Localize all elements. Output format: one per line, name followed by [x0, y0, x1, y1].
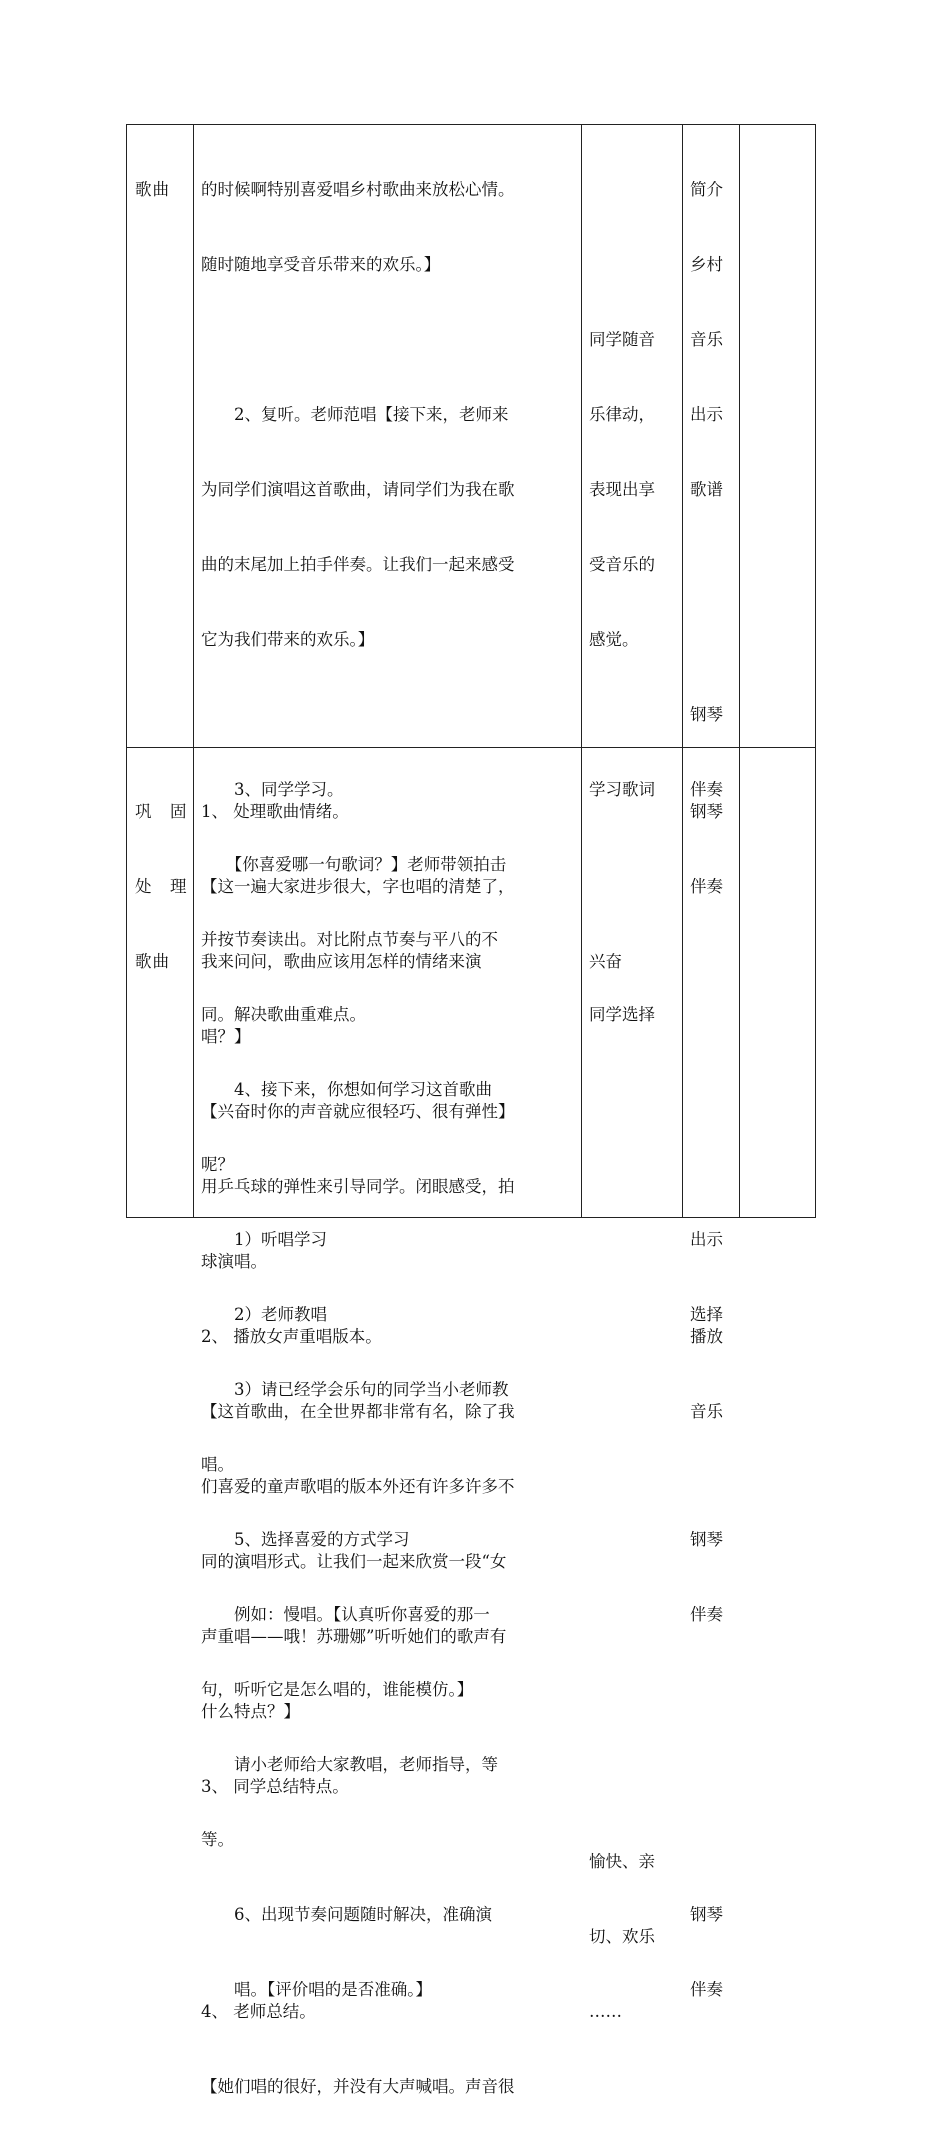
process-line: 并按节奏读出。对比附点节奏与平八的不 — [201, 930, 498, 949]
media-line — [690, 1024, 738, 1049]
media-line: 选择 — [690, 1305, 723, 1324]
student-line — [589, 1774, 675, 1799]
process-line: 唱。【评价唱的是否准确。】 — [201, 1980, 432, 1999]
student-line — [589, 177, 675, 202]
column-divider — [739, 125, 740, 1217]
media-line — [690, 1677, 738, 1702]
student-line — [589, 1549, 675, 1574]
process-line: 1）听唱学习 — [201, 1230, 327, 1249]
process-line: 球演唱。 — [201, 1252, 267, 1271]
student-line — [589, 1474, 675, 1499]
process-line: 什么特点？】 — [201, 1702, 300, 1721]
student-line: 感觉。 — [589, 630, 639, 649]
process-line: 3、同学学习。 — [201, 780, 344, 799]
media-line — [690, 552, 738, 577]
media-line: 伴奏 — [690, 1605, 723, 1624]
student-line — [589, 1324, 675, 1349]
media-line: 伴奏 — [690, 780, 723, 799]
media-line: 音乐 — [690, 1402, 723, 1421]
process-line: 5、选择喜爱的方式学习 — [201, 1530, 410, 1549]
process-line: 为同学们演唱这首歌曲，请同学们为我在歌 — [201, 480, 515, 499]
student-line — [589, 1099, 675, 1124]
student-line — [589, 1024, 675, 1049]
media-line — [690, 1752, 738, 1777]
process-line: 呢？ — [201, 1155, 234, 1174]
process-line: 等。 — [201, 1830, 234, 1849]
media-line: 钢琴 — [690, 802, 723, 821]
student-line — [589, 799, 675, 824]
process-line: 句，听听它是怎么唱的，谁能模仿。】 — [201, 1680, 474, 1699]
process-line: 们喜爱的童声歌唱的版本外还有许多许多不 — [201, 1477, 515, 1496]
process-line — [201, 327, 577, 352]
student-line — [589, 1624, 675, 1649]
process-line: 曲的末尾加上拍手伴奏。让我们一起来感受 — [201, 555, 515, 574]
process-line: 【兴奋时你的声音就应很轻巧、很有弹性】 — [201, 1102, 515, 1121]
media-line — [690, 949, 738, 974]
media-line: 音乐 — [690, 330, 723, 349]
process-line: 同的演唱形式。让我们一起来欣赏一段“女 — [201, 1552, 507, 1571]
process-line: 3、 同学总结特点。 — [201, 1777, 349, 1796]
stage-label: 巩 固 — [135, 802, 188, 821]
process-line: 2、 播放女声重唱版本。 — [201, 1327, 382, 1346]
media-line — [690, 1249, 738, 1274]
stage-label: 歌曲 — [135, 952, 170, 971]
process-line: 【她们唱的很好，并没有大声喊唱。声音很 — [201, 2077, 515, 2096]
media-line: 钢琴 — [690, 705, 723, 724]
media-line: 出示 — [690, 405, 723, 424]
row2-student-cell — [589, 749, 675, 2074]
stage-label: 处 理 — [135, 877, 188, 896]
process-line: 随时随地享受音乐带来的欢乐。】 — [201, 255, 441, 274]
media-line: 出示 — [690, 1230, 723, 1249]
row2-media-cell — [690, 749, 738, 1474]
media-line — [690, 1827, 738, 1852]
student-line — [589, 702, 675, 727]
row2-process-cell — [201, 749, 577, 2149]
student-line: 愉快、亲 — [589, 1852, 655, 1871]
process-line: 2、复听。老师范唱【接下来，老师来 — [201, 405, 509, 424]
student-line: 学习歌词 — [589, 780, 655, 799]
media-line: 乡村 — [690, 255, 723, 274]
process-line — [201, 702, 577, 727]
process-line: 【这一遍大家进步很大，字也唱的清楚了， — [201, 877, 515, 896]
student-line: 乐律动， — [589, 405, 655, 424]
student-line — [589, 1699, 675, 1724]
process-line: 声重唱——哦！苏珊娜”听听她们的歌声有 — [201, 1627, 507, 1646]
media-line: 钢琴 — [690, 1905, 723, 1924]
column-divider — [193, 125, 194, 1217]
student-line — [589, 252, 675, 277]
process-line: 2）老师教唱 — [201, 1305, 327, 1324]
media-line: 钢琴 — [690, 1530, 723, 1549]
process-line: 唱。 — [201, 1455, 234, 1474]
media-line — [690, 627, 738, 652]
process-line: 【你喜爱哪一句歌词？】老师带领拍击 — [201, 855, 507, 874]
student-line: 同学随音 — [589, 330, 655, 349]
media-line: 播放 — [690, 1327, 723, 1346]
media-line: 伴奏 — [690, 877, 723, 896]
column-divider — [581, 125, 582, 1217]
process-line: 6、出现节奏问题随时解决，准确演 — [201, 1905, 492, 1924]
process-line: 例如：慢唱。【认真听你喜爱的那一 — [201, 1605, 490, 1624]
process-line — [201, 1849, 577, 1874]
student-line — [589, 1399, 675, 1424]
student-line — [589, 1174, 675, 1199]
student-line: 切、欢乐 — [589, 1927, 655, 1946]
process-line — [201, 1924, 577, 1949]
media-line — [690, 1099, 738, 1124]
process-line: 同。解决歌曲重难点。 — [201, 1005, 366, 1024]
student-line: 表现出享 — [589, 480, 655, 499]
process-line: 4、接下来，你想如何学习这首歌曲 — [201, 1080, 492, 1099]
process-line: 请小老师给大家教唱，老师指导，等 — [201, 1755, 498, 1774]
process-line: 1、 处理歌曲情绪。 — [201, 802, 349, 821]
student-line — [589, 1249, 675, 1274]
stage-label: 歌曲 — [135, 180, 170, 199]
process-line: 【这首歌曲，在全世界都非常有名，除了我 — [201, 1402, 515, 1421]
process-line: 用乒乓球的弹性来引导同学。闭眼感受，拍 — [201, 1177, 515, 1196]
lesson-plan-table — [126, 124, 816, 2096]
student-line: 兴奋 — [589, 952, 622, 971]
process-line: 我来问问，歌曲应该用怎样的情绪来演 — [201, 952, 482, 971]
process-line: 4、 老师总结。 — [201, 2002, 316, 2021]
row1-stage-cell — [135, 127, 191, 252]
media-line — [690, 1174, 738, 1199]
process-line: 的时候啊特别喜爱唱乡村歌曲来放松心情。 — [201, 180, 515, 199]
media-line: 歌谱 — [690, 480, 723, 499]
process-line: 唱？】 — [201, 1027, 251, 1046]
process-line: 3）请已经学会乐句的同学当小老师教 — [201, 1380, 509, 1399]
student-line — [589, 874, 675, 899]
student-line: 受音乐的 — [589, 555, 655, 574]
student-line: 同学选择 — [589, 1005, 655, 1024]
student-line: …… — [589, 2002, 622, 2021]
row2-stage-cell — [135, 749, 191, 1024]
media-line: 简介 — [690, 180, 723, 199]
media-line: 伴奏 — [690, 1980, 723, 1999]
process-line: 它为我们带来的欢乐。】 — [201, 630, 375, 649]
column-divider — [682, 125, 683, 1217]
